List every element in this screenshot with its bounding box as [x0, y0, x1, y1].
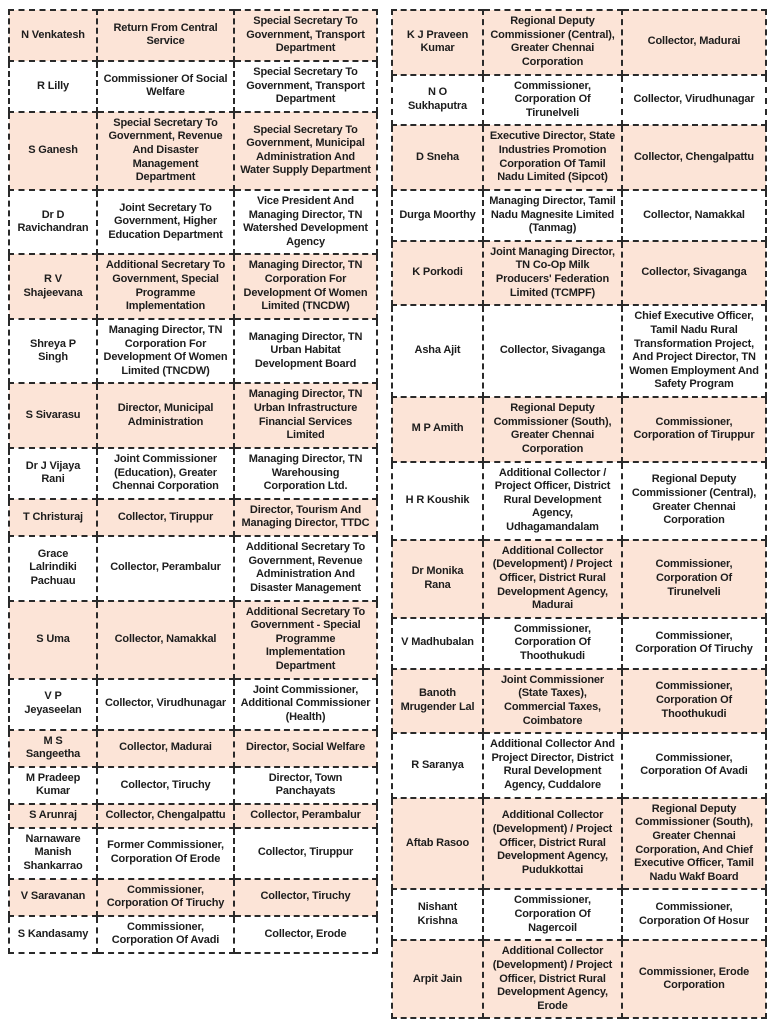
- officer-name-cell: M Pradeep Kumar: [9, 767, 97, 804]
- previous-posting-cell: Collector, Tiruppur: [97, 499, 234, 536]
- table-row: [9, 601, 377, 679]
- previous-posting-cell: Additional Collector / Project Officer, District Rural Development Agency, Udhagamandalam: [483, 462, 622, 540]
- new-posting-cell: Collector, Madurai: [622, 10, 766, 75]
- new-posting-cell: Additional Secretary To Government, Revenue Administration And Disaster Management: [234, 536, 377, 601]
- officer-name-cell: M P Amith: [392, 397, 483, 462]
- new-posting-cell: Director, Town Panchayats: [234, 767, 377, 804]
- previous-posting-cell: Commissioner, Corporation Of Avadi: [97, 916, 234, 953]
- officer-name-cell: R Lilly: [9, 61, 97, 112]
- table-row: [9, 916, 377, 953]
- previous-posting-cell: Collector, Namakkal: [97, 601, 234, 679]
- officer-name-cell: S Kandasamy: [9, 916, 97, 953]
- table-row: [9, 10, 377, 61]
- previous-posting-cell: Collector, Madurai: [97, 730, 234, 767]
- previous-posting-cell: Additional Collector And Project Director, District Rural Development Agency, Cuddalore: [483, 733, 622, 798]
- table-row: [392, 305, 766, 397]
- previous-posting-cell: Joint Secretary To Government, Higher Education Department: [97, 190, 234, 255]
- table-row: [9, 730, 377, 767]
- table-row: [392, 241, 766, 306]
- officer-name-cell: R Saranya: [392, 733, 483, 798]
- previous-posting-cell: Commissioner, Corporation Of Nagercoil: [483, 889, 622, 940]
- officials-table-right-body: [392, 10, 766, 1018]
- table-row: [9, 828, 377, 879]
- officer-name-cell: Nishant Krishna: [392, 889, 483, 940]
- officer-name-cell: Narnaware Manish Shankarrao: [9, 828, 97, 879]
- new-posting-cell: Commissioner, Corporation Of Thoothukudi: [622, 669, 766, 734]
- new-posting-cell: Director, Social Welfare: [234, 730, 377, 767]
- new-posting-cell: Special Secretary To Government, Transport Department: [234, 61, 377, 112]
- table-row: [392, 540, 766, 618]
- officer-name-cell: K J Praveen Kumar: [392, 10, 483, 75]
- new-posting-cell: Collector, Tiruppur: [234, 828, 377, 879]
- new-posting-cell: Commissioner, Erode Corporation: [622, 940, 766, 1018]
- previous-posting-cell: Joint Commissioner (Education), Greater Chennai Corporation: [97, 448, 234, 499]
- officer-name-cell: S Sivarasu: [9, 383, 97, 448]
- table-row: [392, 889, 766, 940]
- new-posting-cell: Managing Director, TN Warehousing Corporation Ltd.: [234, 448, 377, 499]
- table-row: [392, 10, 766, 75]
- officer-name-cell: Arpit Jain: [392, 940, 483, 1018]
- new-posting-cell: Collector, Tiruchy: [234, 879, 377, 916]
- new-posting-cell: Chief Executive Officer, Tamil Nadu Rural Transformation Project, And Project Director, TN Women Employment And Safety Program: [622, 305, 766, 397]
- previous-posting-cell: Commissioner, Corporation Of Thoothukudi: [483, 618, 622, 669]
- previous-posting-cell: Former Commissioner, Corporation Of Erode: [97, 828, 234, 879]
- previous-posting-cell: Additional Secretary To Government, Special Programme Implementation: [97, 254, 234, 319]
- new-posting-cell: Special Secretary To Government, Transport Department: [234, 10, 377, 61]
- officer-name-cell: Shreya P Singh: [9, 319, 97, 384]
- new-posting-cell: Collector, Sivaganga: [622, 241, 766, 306]
- officer-name-cell: Banoth Mrugender Lal: [392, 669, 483, 734]
- new-posting-cell: Commissioner, Corporation Of Avadi: [622, 733, 766, 798]
- previous-posting-cell: Executive Director, State Industries Promotion Corporation Of Tamil Nadu Limited (Sipcot): [483, 125, 622, 190]
- previous-posting-cell: Commissioner Of Social Welfare: [97, 61, 234, 112]
- table-row: [9, 319, 377, 384]
- table-row: [392, 669, 766, 734]
- previous-posting-cell: Regional Deputy Commissioner (Central), Greater Chennai Corporation: [483, 10, 622, 75]
- officials-table-right: [391, 9, 767, 1019]
- table-row: [9, 383, 377, 448]
- officer-name-cell: V P Jeyaseelan: [9, 679, 97, 730]
- table-row: [392, 462, 766, 540]
- previous-posting-cell: Collector, Tiruchy: [97, 767, 234, 804]
- previous-posting-cell: Collector, Perambalur: [97, 536, 234, 601]
- officer-name-cell: Aftab Rasoo: [392, 798, 483, 890]
- previous-posting-cell: Additional Collector (Development) / Project Officer, District Rural Development Agency, Madurai: [483, 540, 622, 618]
- new-posting-cell: Collector, Erode: [234, 916, 377, 953]
- table-row: [9, 679, 377, 730]
- previous-posting-cell: Managing Director, TN Corporation For Development Of Women Limited (TNCDW): [97, 319, 234, 384]
- officer-name-cell: T Christuraj: [9, 499, 97, 536]
- previous-posting-cell: Collector, Sivaganga: [483, 305, 622, 397]
- new-posting-cell: Commissioner, Corporation Of Tirunelveli: [622, 540, 766, 618]
- new-posting-cell: Commissioner, Corporation Of Hosur: [622, 889, 766, 940]
- officials-table-left-body: [9, 10, 377, 953]
- new-posting-cell: Additional Secretary To Government - Special Programme Implementation Department: [234, 601, 377, 679]
- table-row: [392, 125, 766, 190]
- officer-name-cell: M S Sangeetha: [9, 730, 97, 767]
- table-row: [9, 190, 377, 255]
- officials-table-left: [8, 9, 378, 954]
- officer-name-cell: V Saravanan: [9, 879, 97, 916]
- officer-name-cell: Dr J Vijaya Rani: [9, 448, 97, 499]
- new-posting-cell: Collector, Virudhunagar: [622, 75, 766, 126]
- table-row: [9, 254, 377, 319]
- new-posting-cell: Collector, Perambalur: [234, 804, 377, 828]
- officer-name-cell: N Venkatesh: [9, 10, 97, 61]
- officer-name-cell: S Uma: [9, 601, 97, 679]
- table-row: [392, 397, 766, 462]
- new-posting-cell: Collector, Namakkal: [622, 190, 766, 241]
- previous-posting-cell: Joint Managing Director, TN Co-Op Milk Producers' Federation Limited (TCMPF): [483, 241, 622, 306]
- table-row: [9, 448, 377, 499]
- officer-name-cell: S Ganesh: [9, 112, 97, 190]
- table-row: [392, 940, 766, 1018]
- table-row: [392, 75, 766, 126]
- officer-name-cell: Dr Monika Rana: [392, 540, 483, 618]
- new-posting-cell: Commissioner, Corporation of Tiruppur: [622, 397, 766, 462]
- new-posting-cell: Vice President And Managing Director, TN Watershed Development Agency: [234, 190, 377, 255]
- previous-posting-cell: Collector, Virudhunagar: [97, 679, 234, 730]
- officer-name-cell: K Porkodi: [392, 241, 483, 306]
- table-row: [392, 733, 766, 798]
- previous-posting-cell: Joint Commissioner (State Taxes), Commercial Taxes, Coimbatore: [483, 669, 622, 734]
- table-row: [392, 618, 766, 669]
- previous-posting-cell: Additional Collector (Development) / Project Officer, District Rural Development Agency, Erode: [483, 940, 622, 1018]
- table-row: [392, 190, 766, 241]
- previous-posting-cell: Additional Collector (Development) / Project Officer, District Rural Development Agency, Pudukkottai: [483, 798, 622, 890]
- new-posting-cell: Managing Director, TN Urban Habitat Development Board: [234, 319, 377, 384]
- table-row: [9, 61, 377, 112]
- officer-name-cell: Durga Moorthy: [392, 190, 483, 241]
- previous-posting-cell: Commissioner, Corporation Of Tirunelveli: [483, 75, 622, 126]
- table-row: [9, 112, 377, 190]
- officer-name-cell: N O Sukhaputra: [392, 75, 483, 126]
- previous-posting-cell: Regional Deputy Commissioner (South), Greater Chennai Corporation: [483, 397, 622, 462]
- officer-name-cell: Grace Lalrindiki Pachuau: [9, 536, 97, 601]
- previous-posting-cell: Return From Central Service: [97, 10, 234, 61]
- new-posting-cell: Managing Director, TN Urban Infrastructure Financial Services Limited: [234, 383, 377, 448]
- table-row: [9, 804, 377, 828]
- table-row: [392, 798, 766, 890]
- table-row: [9, 879, 377, 916]
- table-row: [9, 536, 377, 601]
- new-posting-cell: Collector, Chengalpattu: [622, 125, 766, 190]
- previous-posting-cell: Director, Municipal Administration: [97, 383, 234, 448]
- previous-posting-cell: Commissioner, Corporation Of Tiruchy: [97, 879, 234, 916]
- new-posting-cell: Managing Director, TN Corporation For Development Of Women Limited (TNCDW): [234, 254, 377, 319]
- table-row: [9, 499, 377, 536]
- officer-name-cell: R V Shajeevana: [9, 254, 97, 319]
- new-posting-cell: Regional Deputy Commissioner (South), Greater Chennai Corporation, And Chief Executive Officer, Tamil Nadu Wakf Board: [622, 798, 766, 890]
- new-posting-cell: Joint Commissioner, Additional Commissioner (Health): [234, 679, 377, 730]
- officer-name-cell: D Sneha: [392, 125, 483, 190]
- officer-name-cell: H R Koushik: [392, 462, 483, 540]
- new-posting-cell: Special Secretary To Government, Municipal Administration And Water Supply Department: [234, 112, 377, 190]
- previous-posting-cell: Managing Director, Tamil Nadu Magnesite Limited (Tanmag): [483, 190, 622, 241]
- new-posting-cell: Regional Deputy Commissioner (Central), Greater Chennai Corporation: [622, 462, 766, 540]
- new-posting-cell: Commissioner, Corporation Of Tiruchy: [622, 618, 766, 669]
- officer-name-cell: Asha Ajit: [392, 305, 483, 397]
- previous-posting-cell: Special Secretary To Government, Revenue And Disaster Management Department: [97, 112, 234, 190]
- officer-name-cell: V Madhubalan: [392, 618, 483, 669]
- previous-posting-cell: Collector, Chengalpattu: [97, 804, 234, 828]
- table-row: [9, 767, 377, 804]
- officer-name-cell: S Arunraj: [9, 804, 97, 828]
- officer-name-cell: Dr D Ravichandran: [9, 190, 97, 255]
- new-posting-cell: Director, Tourism And Managing Director, TTDC: [234, 499, 377, 536]
